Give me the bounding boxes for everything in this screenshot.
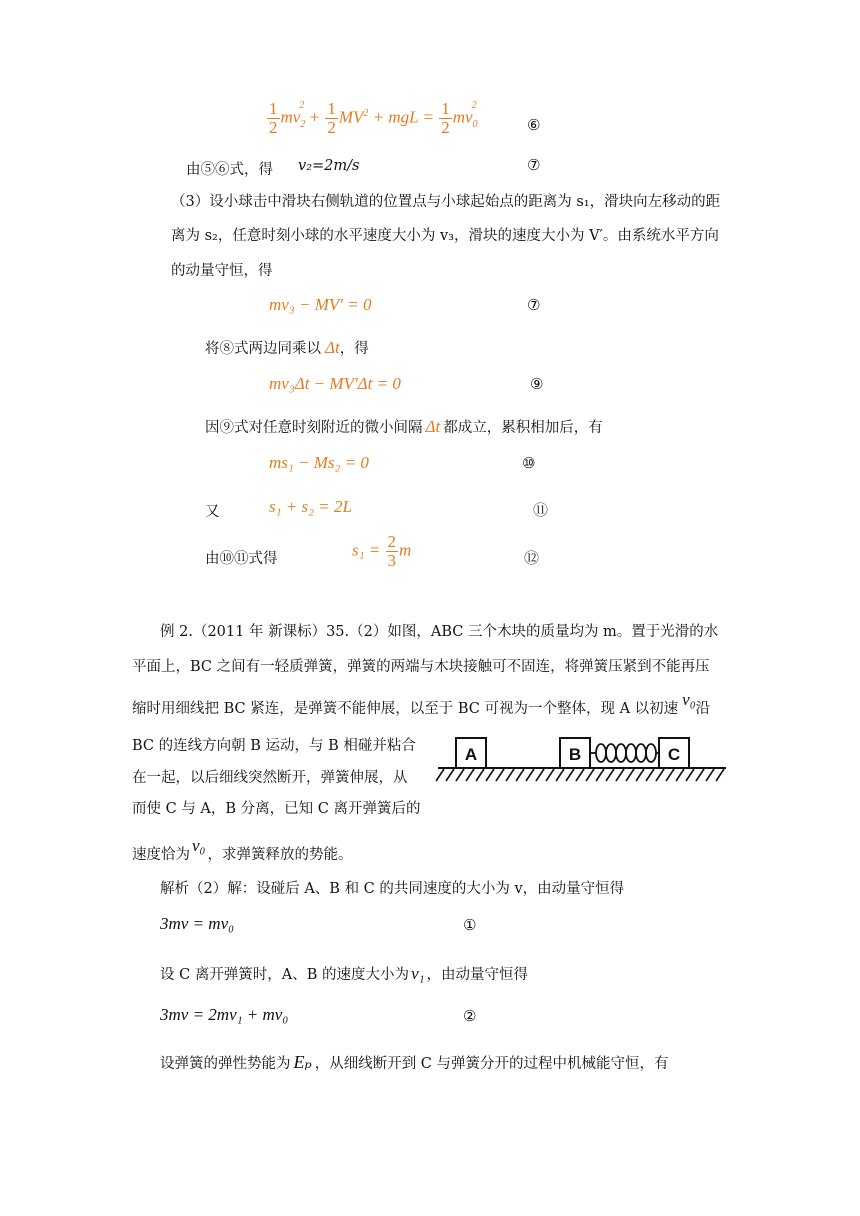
equation-tag: ⑪ bbox=[533, 501, 549, 519]
equation-tag: ⑦ bbox=[527, 156, 541, 174]
solution-intro: 解析（2）解：设碰后 A、B 和 C 的共同速度的大小为 v，由动量守恒得 bbox=[160, 881, 625, 897]
paragraph-line: 的动量守恒，得 bbox=[171, 263, 273, 279]
derivation-text: 因⑨式对任意时刻附近的微小间隔 Δt 都成立，累积相加后，有 bbox=[205, 417, 603, 436]
example-line: 缩时用细线把 BC 紧连，是弹簧不能伸展，以至于 BC 可视为一个整体，现 A 以初速 v₀沿 bbox=[132, 690, 711, 717]
equation-tag: ⑦ bbox=[527, 296, 541, 314]
equation-tag: ② bbox=[463, 1007, 477, 1025]
equation-tag: ① bbox=[463, 916, 477, 934]
spring bbox=[590, 744, 659, 762]
equation-6: $\frac{1}{2}$ $mv_2^2$ + $\frac{1}{2}$ $MV^2$ + mgL = $\frac{1}{2}$ $mv_0^2$ bbox=[269, 99, 478, 137]
equation-tag: ⑫ bbox=[524, 549, 540, 567]
example-line: BC 的连线方向朝 B 运动，与 B 相碰并粘合 bbox=[132, 738, 416, 754]
equation-2: 3mv = 2mv₁ + mv₀ bbox=[160, 1005, 289, 1024]
equation-tag: ⑥ bbox=[527, 116, 541, 134]
paragraph-line: （3）设小球击中滑块右侧轨道的位置点与小球起始点的距离为 s₁，滑块向左移动的距 bbox=[171, 194, 721, 210]
block-c bbox=[659, 738, 689, 768]
example-line: 平面上，BC 之间有一轻质弹簧，弹簧的两端与木块接触可不固连，将弹簧压紧到不能再压 bbox=[132, 659, 710, 675]
equation-displacement: ms₁ − Ms₂ = 0 bbox=[269, 453, 369, 472]
derivation-result: v₂=2m/s bbox=[298, 158, 360, 174]
equation-sum: s₁ + s₂ = 2L bbox=[269, 497, 352, 516]
svg-text:C: C bbox=[667, 745, 681, 764]
equation-tag: ⑨ bbox=[530, 375, 544, 393]
fraction-half: $\frac{1}{2}$ bbox=[441, 99, 450, 137]
block-b bbox=[560, 738, 590, 768]
svg-text:B: B bbox=[568, 745, 582, 764]
derivation-text: 由⑤⑥式，得 bbox=[186, 162, 273, 178]
equation-impulse: mv₃Δt − MV′Δt = 0 bbox=[269, 374, 401, 393]
equation-momentum: mv₃ − MV′ = 0 bbox=[269, 295, 372, 314]
ground-hatching bbox=[436, 769, 724, 781]
example-line: 而使 C 与 A，B 分离，已知 C 离开弹簧后的 bbox=[132, 801, 421, 817]
solution-text: 设 C 离开弹簧时，A、B 的速度大小为 v₁ ，由动量守恒得 bbox=[160, 964, 529, 983]
block-a bbox=[456, 738, 486, 768]
example-line: 速度恰为 v₀ ，求弹簧释放的势能。 bbox=[132, 836, 353, 863]
svg-text:A: A bbox=[464, 745, 478, 764]
example-line: 例 2.（2011 年 新课标）35.（2）如图，ABC 三个木块的质量均为 m。置于光滑的水 bbox=[160, 624, 719, 640]
blocks-spring-figure bbox=[430, 732, 730, 792]
paragraph-line: 离为 s₂，任意时刻小球的水平速度大小为 v₃，滑块的速度大小为 V′。由系统水平方向 bbox=[171, 228, 719, 244]
equation-result: s₁ = $\frac{2}{3}$ m bbox=[352, 532, 412, 570]
derivation-label: 由⑩⑪式得 bbox=[205, 551, 278, 567]
equation-1: 3mv = mv₀ bbox=[160, 914, 235, 933]
derivation-label: 又 bbox=[205, 504, 220, 520]
fraction-two-thirds: $\frac{2}{3}$ bbox=[387, 532, 396, 570]
fraction-half: $\frac{1}{2}$ bbox=[327, 99, 336, 137]
fraction-half: $\frac{1}{2}$ bbox=[269, 99, 278, 137]
equation-tag: ⑩ bbox=[522, 454, 536, 472]
example-line: 在一起，以后细线突然断开，弹簧伸展，从 bbox=[132, 770, 408, 786]
solution-text: 设弹簧的弹性势能为 Eₚ ，从细线断开到 C 与弹簧分开的过程中机械能守恒，有 bbox=[160, 1052, 669, 1072]
derivation-text: 将⑧式两边同乘以 Δt，得 bbox=[205, 338, 369, 357]
